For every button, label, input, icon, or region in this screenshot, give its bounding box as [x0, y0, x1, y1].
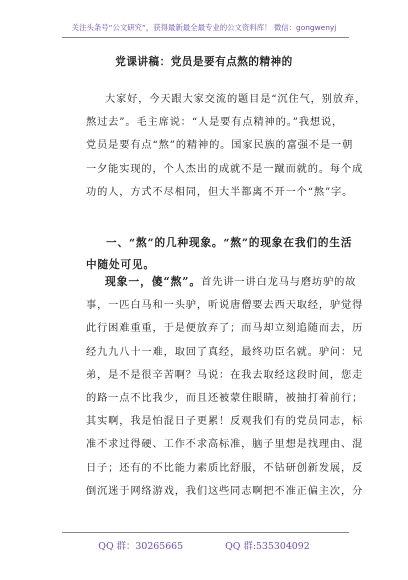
qq-group-1: QQ 群：30265665 [98, 541, 184, 552]
phenomenon-paragraph [86, 270, 364, 503]
document-title: 党课讲稿：党员是要有点熬的精神的 [115, 56, 293, 68]
paragraph-line-rest: 首先讲一讲白龙马与磨坊驴的故 [201, 277, 357, 288]
paragraph-line: 一夕能实现的，个人杰出的成就不是一蹴而就的。每个成 [86, 163, 364, 175]
paragraph-line [86, 270, 357, 294]
header-banner: 关注头条号“公文研究”，获得最新最全最专业的公文资料库！ 微信：gongwenyj [71, 23, 337, 32]
paragraph-line: 日子；还有的不比能力素质比舒服，不钻研创新发展，反 [86, 462, 364, 474]
qq-group-2: QQ 群:535304092 [225, 541, 310, 552]
footer-contacts [0, 538, 408, 552]
heading-line: 中随处可见。 [86, 259, 155, 271]
paragraph-line: 此行困难重重，于是便放弃了；而马却立刻追随而去，历 [86, 323, 364, 335]
paragraph-line: 党员是要有点“熬”的精神的。国家民族的富强不是一朝 [86, 140, 354, 152]
paragraph-line: 准不求过得硬、工作不求高标准，脑子里想是找理由、混 [86, 439, 364, 451]
paragraph-line: 的路一点不比我少，而且还被蒙住眼睛，被抽打着前行； [86, 393, 364, 405]
paragraph-line: 熬过去”。毛主席说：“人是要有点精神的。”我想说， [86, 117, 344, 129]
paragraph-line: 事，一匹白马和一头驴，听说唐僧要去西天取经，驴觉得 [86, 300, 364, 312]
paragraph-line: 功的人，方式不尽相同，但大半都离不开一个“熬”字。 [86, 186, 354, 198]
phenomenon-lead: 现象一，傻“熬”。 [105, 275, 202, 288]
paragraph-line: 弟，是不是很辛苦啊？马说：在我去取经这段时间，您走 [86, 369, 364, 381]
footer-divider [62, 532, 349, 533]
paragraph-line: 其实啊，我是怕混日子更累！反观我们有的党员同志，标 [86, 416, 364, 428]
heading-line: 一、“熬”的几种现象。“熬”的现象在我们的生活 [106, 237, 353, 249]
paragraph-line: 大家好，今天跟大家交流的题目是“沉住气，别放弃， [105, 94, 367, 105]
header-divider [62, 37, 349, 38]
paragraph-line: 经九九八十一难，取回了真经，最终功臣名就。驴问：兄 [86, 346, 364, 358]
intro-paragraph [86, 88, 367, 204]
paragraph-line: 倒沉迷于网络游戏，我们这些同志啊把不准正偏主次，分 [86, 485, 364, 497]
